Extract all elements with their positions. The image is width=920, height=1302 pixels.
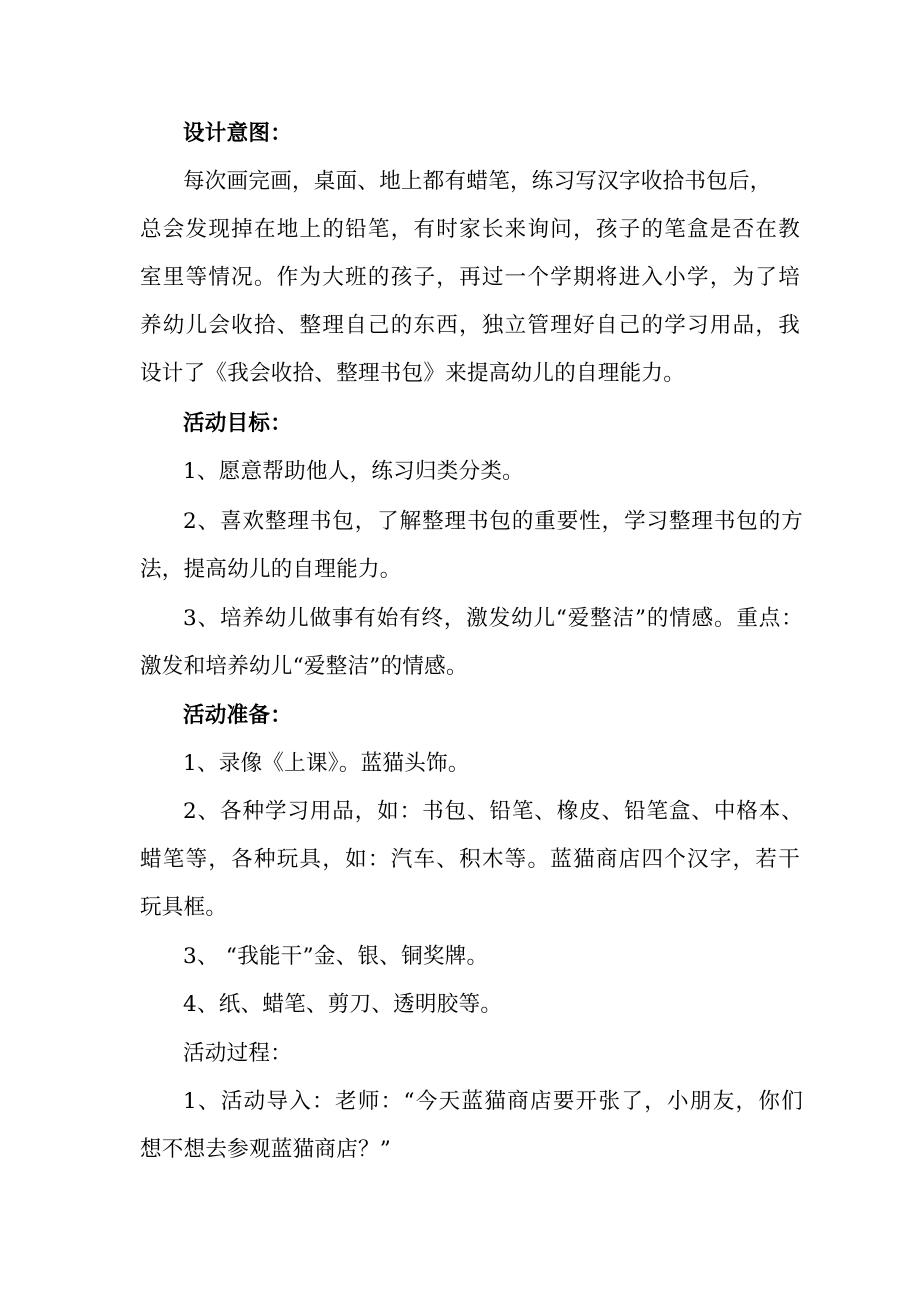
list-item: 3、 “我能干”金、银、铜奖牌。 <box>183 944 489 969</box>
list-item: 1、愿意帮助他人，练习归类分类。 <box>183 459 524 484</box>
list-item-continuation: 法，提高幼儿的自理能力。 <box>140 557 402 582</box>
paragraph-line: 设计了《我会收拾、整理书包》来提高幼儿的自理能力。 <box>140 361 686 386</box>
list-item: 2、各种学习用品，如：书包、铅笔、橡皮、铅笔盒、中格本、 <box>183 799 803 824</box>
list-item-continuation: 蜡笔等，各种玩具，如：汽车、积木等。蓝猫商店四个汉字，若干 <box>140 847 800 872</box>
section-heading-design-intent: 设计意图： <box>183 121 293 146</box>
paragraph-line: 总会发现掉在地上的铅笔，有时家长来询问，孩子的笔盒是否在教 <box>140 217 800 242</box>
paragraph-line: 室里等情况。作为大班的孩子，再过一个学期将进入小学，为了培 <box>140 265 800 290</box>
list-item: 1、录像《上课》。蓝猫头饰。 <box>183 751 470 776</box>
section-heading-process: 活动过程： <box>183 1041 293 1066</box>
section-heading-goals: 活动目标： <box>183 411 293 436</box>
paragraph-line: 养幼儿会收拾、整理自己的东西，独立管理好自己的学习用品，我 <box>140 313 800 338</box>
paragraph-line: 每次画完画，桌面、地上都有蜡笔，练习写汉字收拾书包后， <box>183 169 772 194</box>
list-item: 1、活动导入：老师：“今天蓝猫商店要开张了，小朋友，你们 <box>183 1089 803 1114</box>
section-heading-preparation: 活动准备： <box>183 703 293 728</box>
list-item-continuation: 想不想去参观蓝猫商店？” <box>140 1137 392 1162</box>
list-item: 2、喜欢整理书包，了解整理书包的重要性，学习整理书包的方 <box>183 509 803 534</box>
list-item: 3、培养幼儿做事有始有终，激发幼儿“爱整洁”的情感。重点： <box>183 606 803 631</box>
list-item-continuation: 激发和培养幼儿“爱整洁”的情感。 <box>140 654 468 679</box>
list-item: 4、纸、蜡笔、剪刀、透明胶等。 <box>183 992 503 1017</box>
list-item-continuation: 玩具框。 <box>140 895 228 920</box>
